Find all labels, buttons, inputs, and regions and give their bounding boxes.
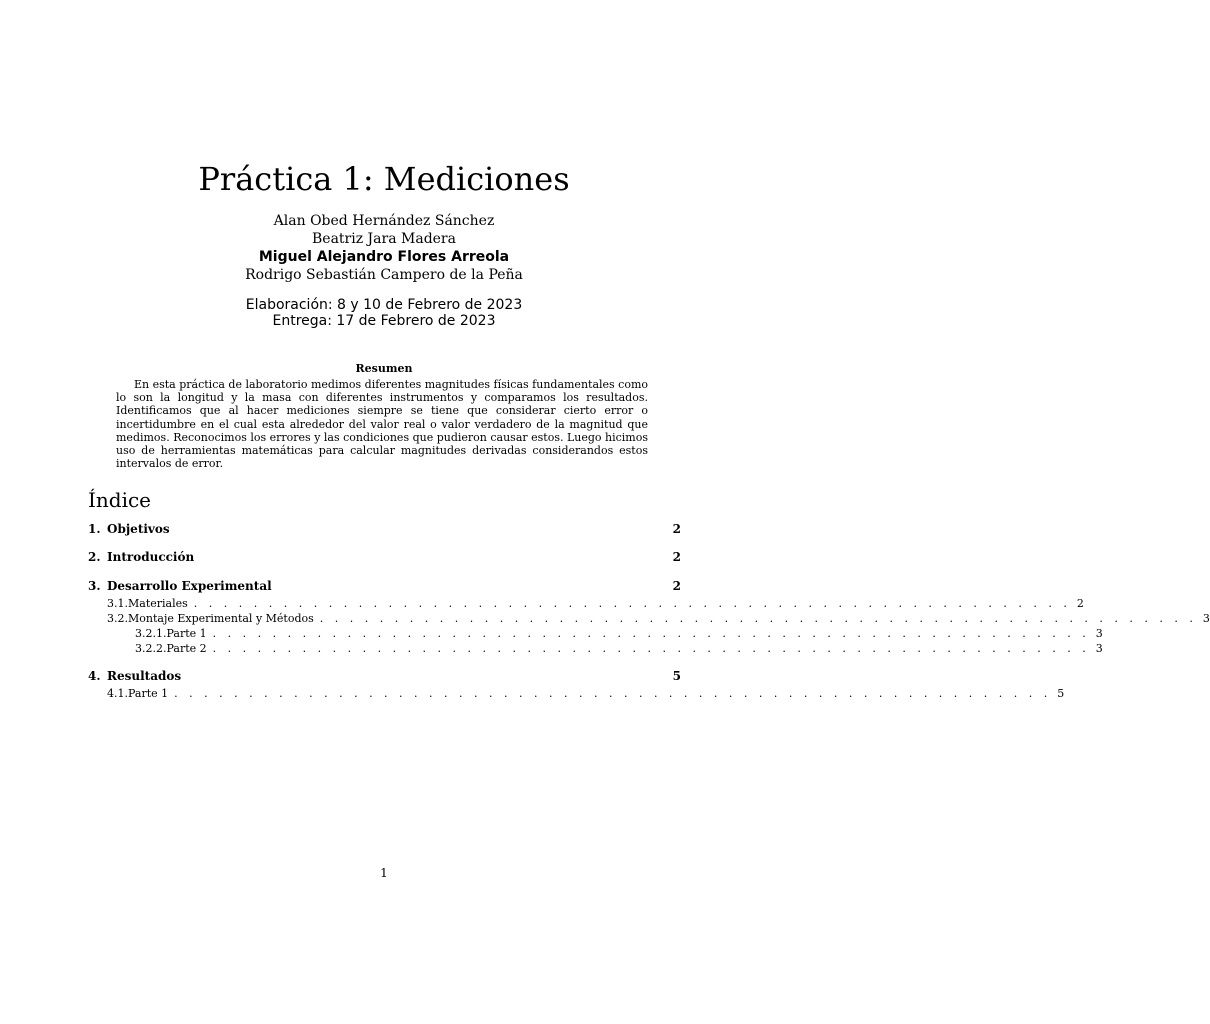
toc-entry[interactable] — [88, 579, 681, 593]
toc-entry[interactable] — [107, 687, 1065, 700]
toc-heading: Índice — [88, 488, 152, 512]
toc-entry-label: Parte 1 — [166, 627, 207, 640]
toc-entry-label: Materiales — [128, 597, 188, 610]
author-list — [0, 212, 768, 284]
toc-entry-page: 2 — [672, 550, 681, 564]
toc-entry[interactable] — [88, 550, 681, 564]
toc-entry-label: Desarrollo Experimental — [107, 579, 272, 593]
toc-leader-dots: . . . . . . . . . . . . . . . . . . . . . . . . . . . . . . . . . . . . . . . . . . . . . . . . . . . . . . . . . . . — [174, 687, 1052, 700]
toc-entry-number: 4.1. — [107, 687, 128, 700]
toc-entry[interactable] — [107, 612, 1210, 625]
toc-entry-number: 3.1. — [107, 597, 128, 610]
toc-entry-number: 3.2.2. — [135, 642, 167, 655]
delivery-date: Entrega: 17 de Febrero de 2023 — [272, 313, 496, 329]
toc-entry-page: 2 — [1076, 597, 1084, 610]
toc-entry-page: 3 — [1095, 642, 1103, 655]
toc-entry[interactable] — [107, 597, 1084, 610]
toc-entry-page: 5 — [1057, 687, 1065, 700]
toc-entry-page: 5 — [672, 669, 681, 683]
toc-entry-page: 2 — [672, 579, 681, 593]
toc-entry-label: Introducción — [107, 550, 195, 564]
abstract-text: En esta práctica de laboratorio medimos diferentes magnitudes físicas fundamentales como lo son la longitud y la masa con diferentes instrumentos y comparamos los resultados. Identificamos que al hacer mediciones siempre se tiene que considerar cierto error o incertidumbre en el cual esta alrededor del valor real o valor verdadero de la magnitud que medimos. Reconocimos los errores y las condiciones que pudieron causar estos. Luego hicimos uso de herramientas matemáticas para calcular magnitudes derivadas considerandos estos intervalos de error. — [116, 378, 649, 471]
toc-entry-label: Resultados — [107, 669, 182, 683]
toc-entry-page: 3 — [1095, 627, 1103, 640]
toc-entry-number: 2. — [88, 550, 101, 564]
abstract-body — [116, 378, 648, 470]
author-name: Beatriz Jara Madera — [312, 231, 456, 247]
toc-entry-number: 3.2.1. — [135, 627, 167, 640]
author-name: Miguel Alejandro Flores Arreola — [258, 249, 510, 265]
author-name: Rodrigo Sebastián Campero de la Peña — [245, 267, 523, 283]
document-title: Práctica 1: Mediciones — [198, 160, 570, 198]
abstract-heading: Resumen — [355, 362, 413, 375]
toc-entry-label: Montaje Experimental y Métodos — [128, 612, 314, 625]
toc-entry-page: 2 — [672, 522, 681, 536]
elaboration-date: Elaboración: 8 y 10 de Febrero de 2023 — [245, 297, 523, 313]
toc-entry-number: 1. — [88, 522, 101, 536]
toc-entry[interactable] — [135, 627, 1103, 640]
toc-entry-page: 3 — [1202, 612, 1210, 625]
toc-entry-label: Parte 1 — [128, 687, 169, 700]
toc-entry-number: 3.2. — [107, 612, 128, 625]
toc-leader-dots: . . . . . . . . . . . . . . . . . . . . . . . . . . . . . . . . . . . . . . . . . . . . . . . . . . . . . . . . . . . — [193, 597, 1071, 610]
date-block — [0, 297, 768, 329]
toc-entry[interactable] — [135, 642, 1103, 655]
toc-entry-label: Objetivos — [107, 522, 170, 536]
toc-leader-dots: . . . . . . . . . . . . . . . . . . . . . . . . . . . . . . . . . . . . . . . . . . . . . . . . . . . . . . . . . . . — [212, 642, 1090, 655]
toc-entry[interactable] — [88, 669, 681, 683]
page-number: 1 — [380, 866, 388, 880]
toc-entry[interactable] — [88, 522, 681, 536]
toc-leader-dots: . . . . . . . . . . . . . . . . . . . . . . . . . . . . . . . . . . . . . . . . . . . . . . . . . . . . . . . . . . . — [319, 612, 1197, 625]
author-name: Alan Obed Hernández Sánchez — [273, 213, 495, 229]
toc-entry-number: 4. — [88, 669, 101, 683]
toc-entry-number: 3. — [88, 579, 101, 593]
toc-leader-dots: . . . . . . . . . . . . . . . . . . . . . . . . . . . . . . . . . . . . . . . . . . . . . . . . . . . . . . . . . . . — [212, 627, 1090, 640]
toc-entry-label: Parte 2 — [166, 642, 207, 655]
